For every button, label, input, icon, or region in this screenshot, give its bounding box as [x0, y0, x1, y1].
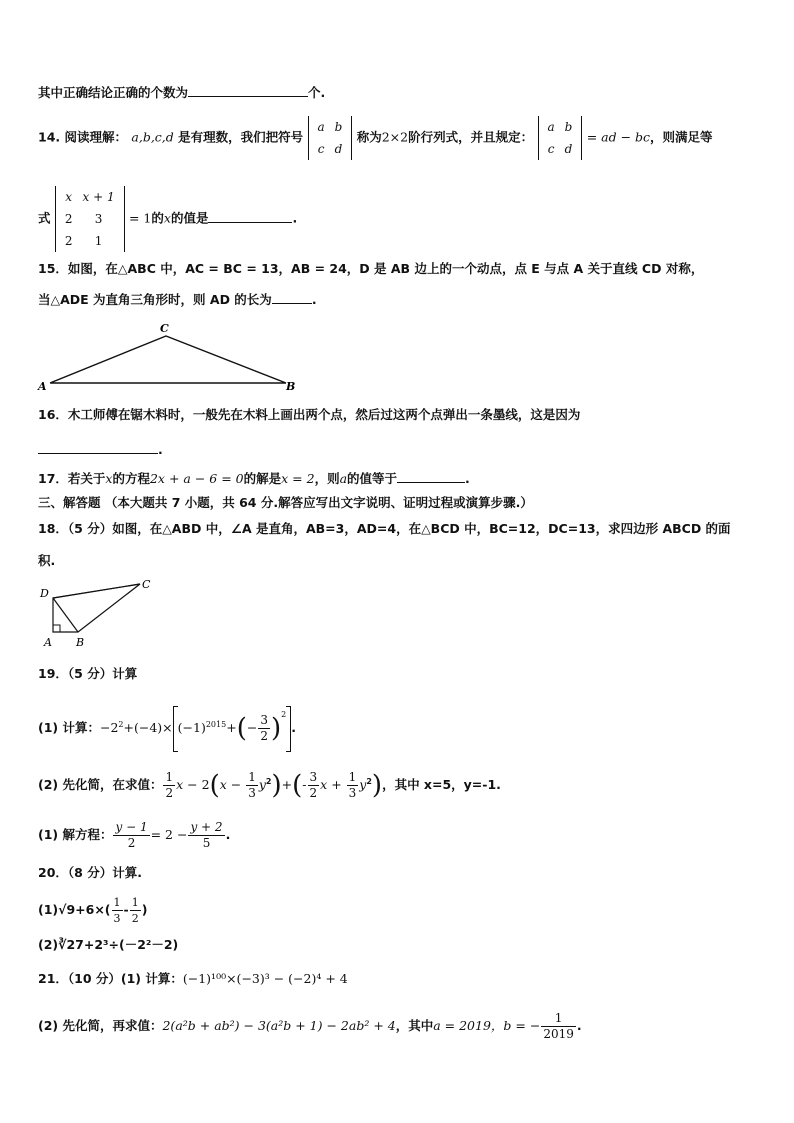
q14-vars: a,b,c,d [131, 129, 174, 145]
equation-middle: = 2 − [150, 827, 188, 842]
q14-line2 [38, 186, 297, 252]
fraction-three-halves [258, 713, 270, 744]
q14-equals-one: = 1 [128, 210, 152, 226]
q17-a: a [339, 471, 348, 486]
q18-line1: 18．（5 分）如图，在△ABD 中，∠A 是直角，AB=3，AD=4，在△BCD 中，BC=12，DC=13，求四边形 ABCD 的面 [38, 521, 731, 536]
q15-text: 当△ADE 为直角三角形时，则 AD 的长为 [38, 292, 272, 307]
section-heading: 三、解答题 （本大题共 7 小题，共 64 分.解答应写出文字说明、证明过程或演算步骤.） [38, 495, 533, 510]
q16-line1: 16．木工师傅在锯木料时，一般先在木料上画出两个点，然后过这两个点弹出一条墨线，这是因为 [38, 407, 581, 422]
determinant-equation: x x + 1 2 3 2 1 [55, 186, 125, 252]
label-c: C [160, 322, 169, 335]
q17-text: ，则 [314, 471, 340, 486]
q19-part3 [38, 815, 230, 855]
q19-part3-end: . [225, 827, 231, 842]
frac-den: 2019 [543, 1027, 574, 1041]
minus-sign: − [246, 720, 258, 736]
q19-part1-term2: +(−4)× [123, 720, 173, 736]
q19-heading: 19．（5 分）计算 [38, 666, 138, 681]
q19-part1-label: (1) 计算： [38, 720, 100, 736]
q17-text: 的解是 [243, 471, 282, 486]
triangle-abc-outline [50, 336, 286, 383]
q14-text: ，则满足等 [650, 129, 713, 145]
q17-text: 的方程 [112, 471, 150, 486]
q14-text: 称为 [356, 129, 382, 145]
fraction-one-third: $\frac{1}{3}$ [113, 896, 121, 925]
q17-text: 17．若关于 [38, 471, 106, 486]
answer-blank[interactable] [397, 469, 465, 483]
diagonal-db [53, 598, 78, 632]
q19-part2: (2) 先化简，在求值： $\frac{1}{2}$ x − 2(x − $\frac{1}{3}$ $y^2)+(-$ $\frac{3}{2}$ x + $\frac{1}{3}$ $y^2$)，其中 x=5，y=-1. [38, 770, 501, 801]
q16-line2 [38, 440, 163, 459]
q19-part1 [38, 703, 296, 752]
q20-heading: 20．（8 分）计算. [38, 865, 142, 880]
q20-part2: (2)∛27+2³÷(－2²－2) [38, 937, 179, 952]
quadrilateral-abcd-figure [36, 576, 166, 650]
q21-part1-label: 21．（10 分）(1) 计算： [38, 971, 183, 986]
q19-power-base: (−1) [177, 720, 206, 736]
q21-part2 [38, 1006, 582, 1046]
q17-text: 的值等于 [347, 471, 398, 486]
answer-blank[interactable] [38, 440, 158, 454]
label-a: A [38, 380, 47, 392]
label-a: A [44, 636, 52, 649]
q19-part1-term1: $-2^2$ [99, 720, 124, 736]
left-paren: ( [236, 713, 247, 744]
side-dc [53, 584, 140, 598]
q16-end: . [158, 442, 163, 457]
q14-text: 阶行列式，并且规定： [408, 129, 534, 145]
q14-line1 [38, 116, 713, 160]
top-line [38, 83, 325, 102]
label-b: B [286, 380, 296, 392]
fraction-one-third: $\frac{1}{3}$ [348, 770, 357, 801]
q14-text: 的 [151, 210, 164, 226]
q21-part2-text: ，其中 [395, 1018, 434, 1033]
fraction-y-minus-one [113, 820, 149, 851]
label-c: C [142, 578, 151, 591]
top-line-text: 其中正确结论正确的个数为 [38, 85, 189, 100]
q19-part1-end: . [291, 720, 296, 736]
answer-blank[interactable] [208, 209, 292, 223]
answer-blank[interactable] [188, 83, 308, 97]
q14-rule-rhs: = ad − bc [586, 129, 651, 145]
q14-end: . [292, 210, 298, 226]
q17-x: x [105, 471, 113, 486]
frac-num: y + 2 [190, 820, 223, 834]
q21-part1 [38, 970, 348, 988]
q21-cond-a: a = 2019 [433, 1018, 491, 1033]
frac-den: 2 [127, 836, 136, 850]
q19-part3-label: (1) 解方程： [38, 827, 113, 842]
q19-term-minus-two: −2 [99, 720, 119, 736]
frac-den: 5 [202, 836, 211, 850]
fraction-one-half: $\frac{1}{2}$ [131, 896, 139, 925]
label-d: D [40, 587, 49, 600]
right-angle-mark [53, 625, 60, 632]
fraction-three-halves: $\frac{3}{2}$ [309, 770, 318, 801]
q17-equation: 2x + a − 6 = 0 [149, 471, 244, 486]
square-exp: 2 [281, 710, 287, 719]
frac-num: 3 [260, 713, 268, 728]
q15-line2 [38, 290, 317, 309]
fraction-one-half: $\frac{1}{2}$ [165, 770, 174, 801]
q14-text: 阅读理解： [64, 129, 128, 145]
fraction-one-third: $\frac{1}{3}$ [248, 770, 256, 801]
q21-part2-expression: 2(a²b + ab²) − 3(a²b + 1) − 2ab² + 4 [162, 1018, 396, 1033]
q19-part2-label: (2) 先化简，在求值： [38, 777, 163, 793]
q21-cond-b: ，b = − [490, 1018, 541, 1033]
q14-number: 14. [38, 129, 61, 145]
frac-den: 2 [260, 729, 268, 744]
right-paren: ) [270, 713, 282, 744]
q14-order: 2×2 [381, 129, 409, 145]
q18-line2: 积. [38, 553, 56, 568]
determinant-rule: a b c d [538, 116, 583, 160]
q20-part1-text: (1)√9+6×( [38, 902, 111, 917]
q17-solution: x = 2 [281, 471, 315, 486]
triangle-abc-figure [36, 320, 306, 392]
q15-end: . [311, 292, 317, 307]
q17-line [38, 469, 470, 488]
q19-power-exp: 2015 [205, 720, 227, 729]
top-line-end: 个. [308, 85, 326, 100]
q14-text: 的值是 [170, 210, 209, 226]
q21-part2-end: . [576, 1018, 582, 1033]
plus-sign: + [226, 720, 237, 736]
fraction-y-plus-two [188, 820, 224, 851]
determinant-symbol: a b c d [308, 116, 353, 160]
q19-part1-power [178, 720, 227, 735]
q21-part2-label: (2) 先化简，再求值： [38, 1018, 163, 1033]
q20-part1-end: ) [141, 902, 148, 917]
q14-text: 是有理数，我们把符号 [178, 129, 304, 145]
label-b: B [76, 636, 85, 649]
q21-part1-expression: (−1)¹⁰⁰×(−3)³ − (−2)⁴ + 4 [182, 971, 348, 986]
q15-line1: 15．如图，在△ABC 中，AC = BC = 13，AB = 24，D 是 AB 边上的一个动点，点 E 与点 A 关于直线 CD 对称， [38, 261, 704, 276]
q19-part2-tail: ，其中 x=5，y=-1. [382, 777, 501, 793]
answer-blank[interactable] [272, 290, 312, 304]
q14-text: 式 [38, 210, 51, 226]
q20-part1: (1)√9+6×( $\frac{1}{3}$ - $\frac{1}{2}$ ) [38, 896, 148, 925]
q17-end: . [465, 471, 470, 486]
frac-num: y − 1 [115, 820, 148, 834]
q14-x: x [163, 210, 171, 226]
fraction-one-over-2019: $\frac{1}{2019}$ [543, 1011, 574, 1041]
